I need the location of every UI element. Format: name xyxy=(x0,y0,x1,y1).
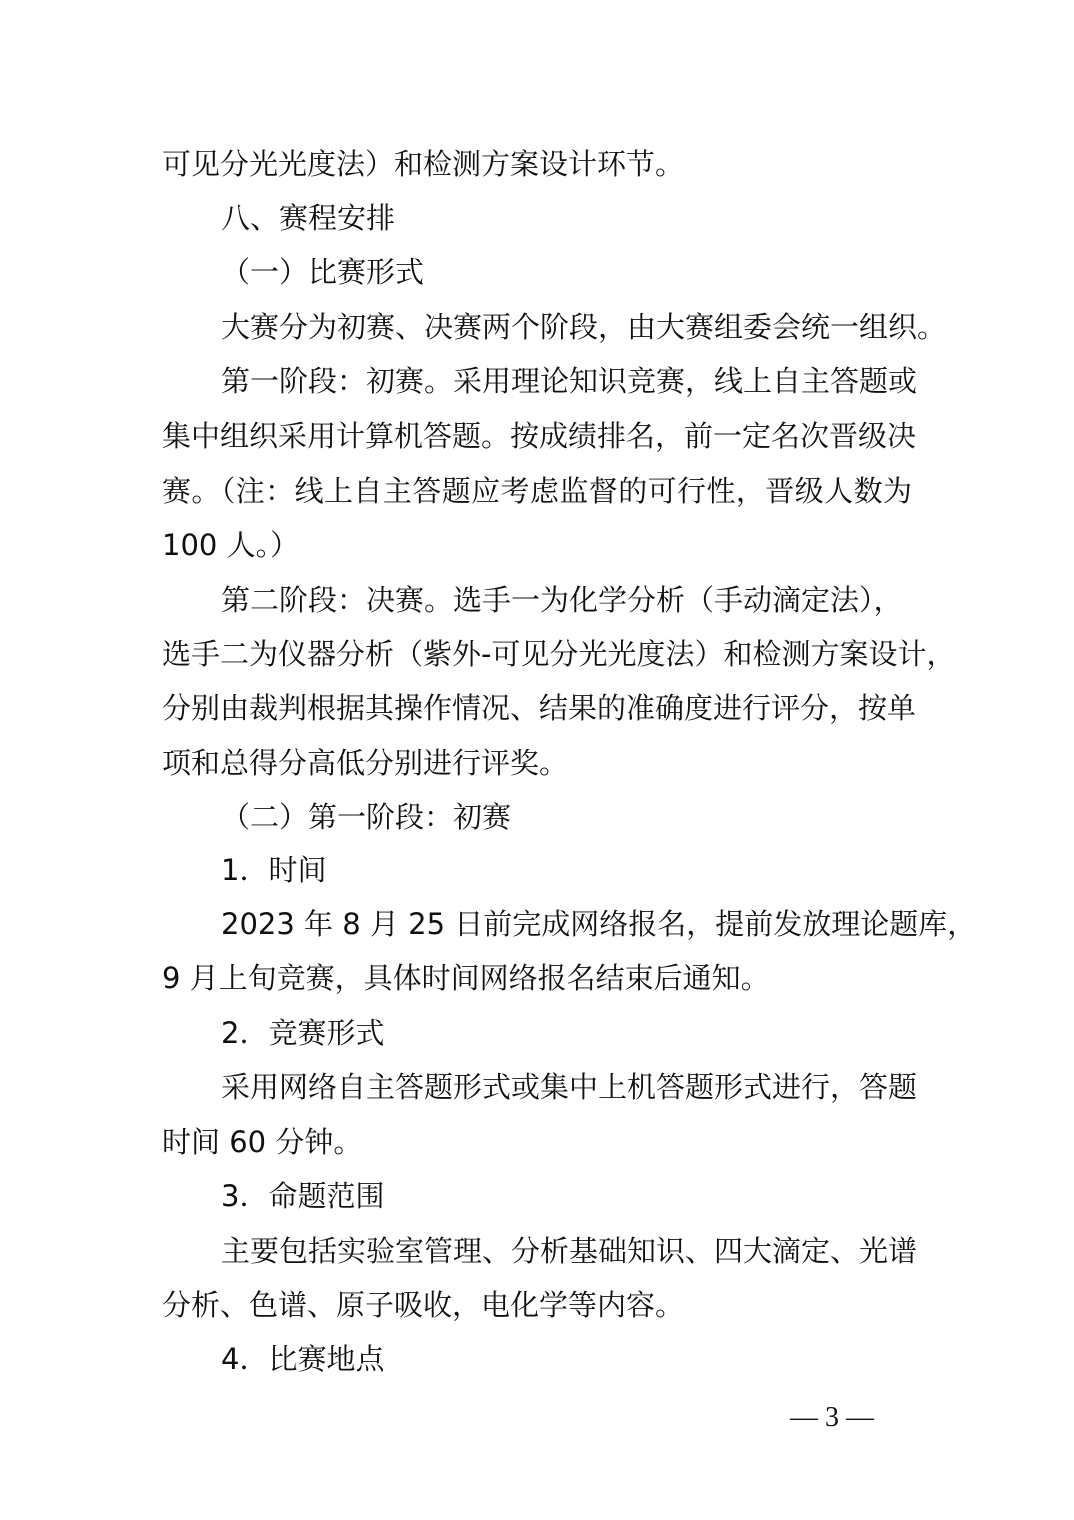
text-line-12: 项和总得分高低分别进行评奖。 xyxy=(162,746,569,780)
item-heading-time: 1．时间 xyxy=(221,853,327,887)
text-line-15: 2023 年 8 月 25 日前完成网络报名，提前发放理论题库， xyxy=(221,907,977,941)
text-line-1: 可见分光光度法）和检测方案设计环节。 xyxy=(162,147,685,181)
subheading-first-stage: （二）第一阶段：初赛 xyxy=(221,800,512,834)
item-heading-competition-form: 2．竞赛形式 xyxy=(221,1016,385,1050)
text-line-6: 集中组织采用计算机答题。按成绩排名，前一定名次晋级决 xyxy=(162,419,917,453)
text-line-18: 采用网络自主答题形式或集中上机答题形式进行，答题 xyxy=(221,1070,918,1104)
page-number: — 3 — xyxy=(790,1402,874,1433)
text-line-9: 第二阶段：决赛。选手一为化学分析（手动滴定法）， xyxy=(221,583,903,617)
text-line-5: 第一阶段：初赛。采用理论知识竞赛，线上自主答题或 xyxy=(221,364,918,398)
text-line-21: 主要包括实验室管理、分析基础知识、四大滴定、光谱 xyxy=(221,1234,918,1268)
text-line-19: 时间 60 分钟。 xyxy=(162,1125,363,1159)
text-line-10: 选手二为仪器分析（紫外-可见分光光度法）和检测方案设计， xyxy=(162,637,956,671)
text-line-22: 分析、色谱、原子吸收，电化学等内容。 xyxy=(162,1288,685,1322)
subheading-competition-form: （一）比赛形式 xyxy=(221,255,425,289)
section-heading-8: 八、赛程安排 xyxy=(221,201,396,235)
item-heading-scope: 3．命题范围 xyxy=(221,1179,385,1213)
text-line-8: 100 人。） xyxy=(162,528,300,562)
text-line-7: 赛。（注：线上自主答题应考虑监督的可行性，晋级人数为 xyxy=(162,474,912,508)
text-line-11: 分别由裁判根据其操作情况、结果的准确度进行评分，按单 xyxy=(162,691,917,725)
text-line-4: 大赛分为初赛、决赛两个阶段，由大赛组委会统一组织。 xyxy=(221,310,947,344)
text-line-16: 9 月上旬竞赛，具体时间网络报名结束后通知。 xyxy=(162,961,770,995)
item-heading-location: 4．比赛地点 xyxy=(221,1342,385,1376)
